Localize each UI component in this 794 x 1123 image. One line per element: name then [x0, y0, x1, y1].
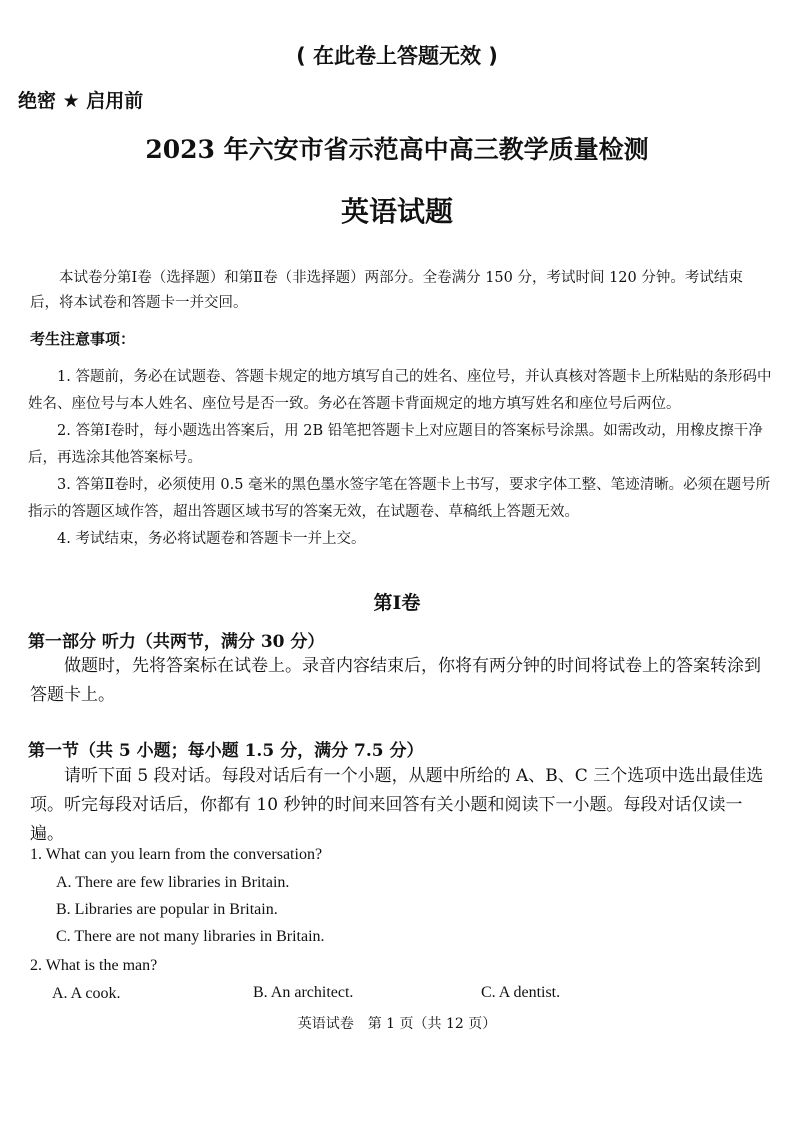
notice-item: 2. 答第Ⅰ卷时，每小题选出答案后，用 2B 铅笔把答题卡上对应题目的答案标号涂黑。如需改动，用橡皮擦干净后，再选涂其他答案标号。	[28, 423, 763, 466]
section1-heading: 第一节（共 5 小题；每小题 1.5 分，满分 7.5 分）	[28, 741, 424, 761]
question-2-option-b: B. An architect.	[253, 984, 354, 1001]
part1-instruction: 做题时，先将答案标在试卷上。录音内容结束后，你将有两分钟的时间将试卷上的答案转涂到答题卡上。	[30, 656, 761, 705]
notice-item: 1. 答题前，务必在试题卷、答题卡规定的地方填写自己的姓名、座位号，并认真核对答题卡上所粘贴的条形码中姓名、座位号与本人姓名、座位号是否一致。务必在答题卡背面规定的地方填写姓名和座位号后两位。	[28, 369, 772, 412]
page-footer: 英语试卷 第 1 页（共 12 页）	[297, 1016, 497, 1032]
question-2-stem: 2. What is the man?	[30, 957, 158, 974]
header-note: ( 在此卷上答题无效 )	[296, 44, 498, 68]
notice-item: 3. 答第Ⅱ卷时，必须使用 0.5 毫米的黑色墨水签字笔在答题卡上书写，要求字体工整、笔迹清晰。必须在题号所指示的答题区域作答，超出答题区域书写的答案无效，在试题卷、草稿纸上答题无效。	[28, 477, 771, 520]
question-2-option-c: C. A dentist.	[481, 984, 561, 1001]
notice-heading: 考生注意事项：	[30, 330, 136, 348]
notice-item: 4. 考试结束，务必将试题卷和答题卡一并上交。	[57, 531, 366, 547]
question-1-option-a: A. There are few libraries in Britain.	[56, 874, 290, 891]
section1-instruction: 请听下面 5 段对话。每段对话后有一个小题，从题中所给的 A、B、C 三个选项中选出最佳选项。听完每段对话后，你都有 10 秒钟的时间来回答有关小题和阅读下一小题。每段对话仅读一遍。	[30, 766, 764, 844]
exam-subject: 英语试题	[340, 195, 453, 228]
part1-heading: 第一部分 听力（共两节，满分 30 分）	[28, 632, 325, 652]
volume-title: 第Ⅰ卷	[373, 592, 421, 614]
secret-label: 绝密 ★ 启用前	[18, 90, 144, 112]
question-1-option-b: B. Libraries are popular in Britain.	[56, 901, 278, 918]
intro-paragraph: 本试卷分第Ⅰ卷（选择题）和第Ⅱ卷（非选择题）两部分。全卷满分 150 分，考试时间 120 分钟。考试结束后，将本试卷和答题卡一并交回。	[30, 270, 743, 311]
question-1-stem: 1. What can you learn from the conversation?	[30, 846, 323, 863]
notice-list	[28, 364, 773, 553]
exam-title: 2023 年六安市省示范高中高三教学质量检测	[145, 135, 649, 164]
question-1-option-c: C. There are not many libraries in Britain.	[56, 928, 325, 945]
question-2-option-a: A. A cook.	[52, 985, 121, 1002]
